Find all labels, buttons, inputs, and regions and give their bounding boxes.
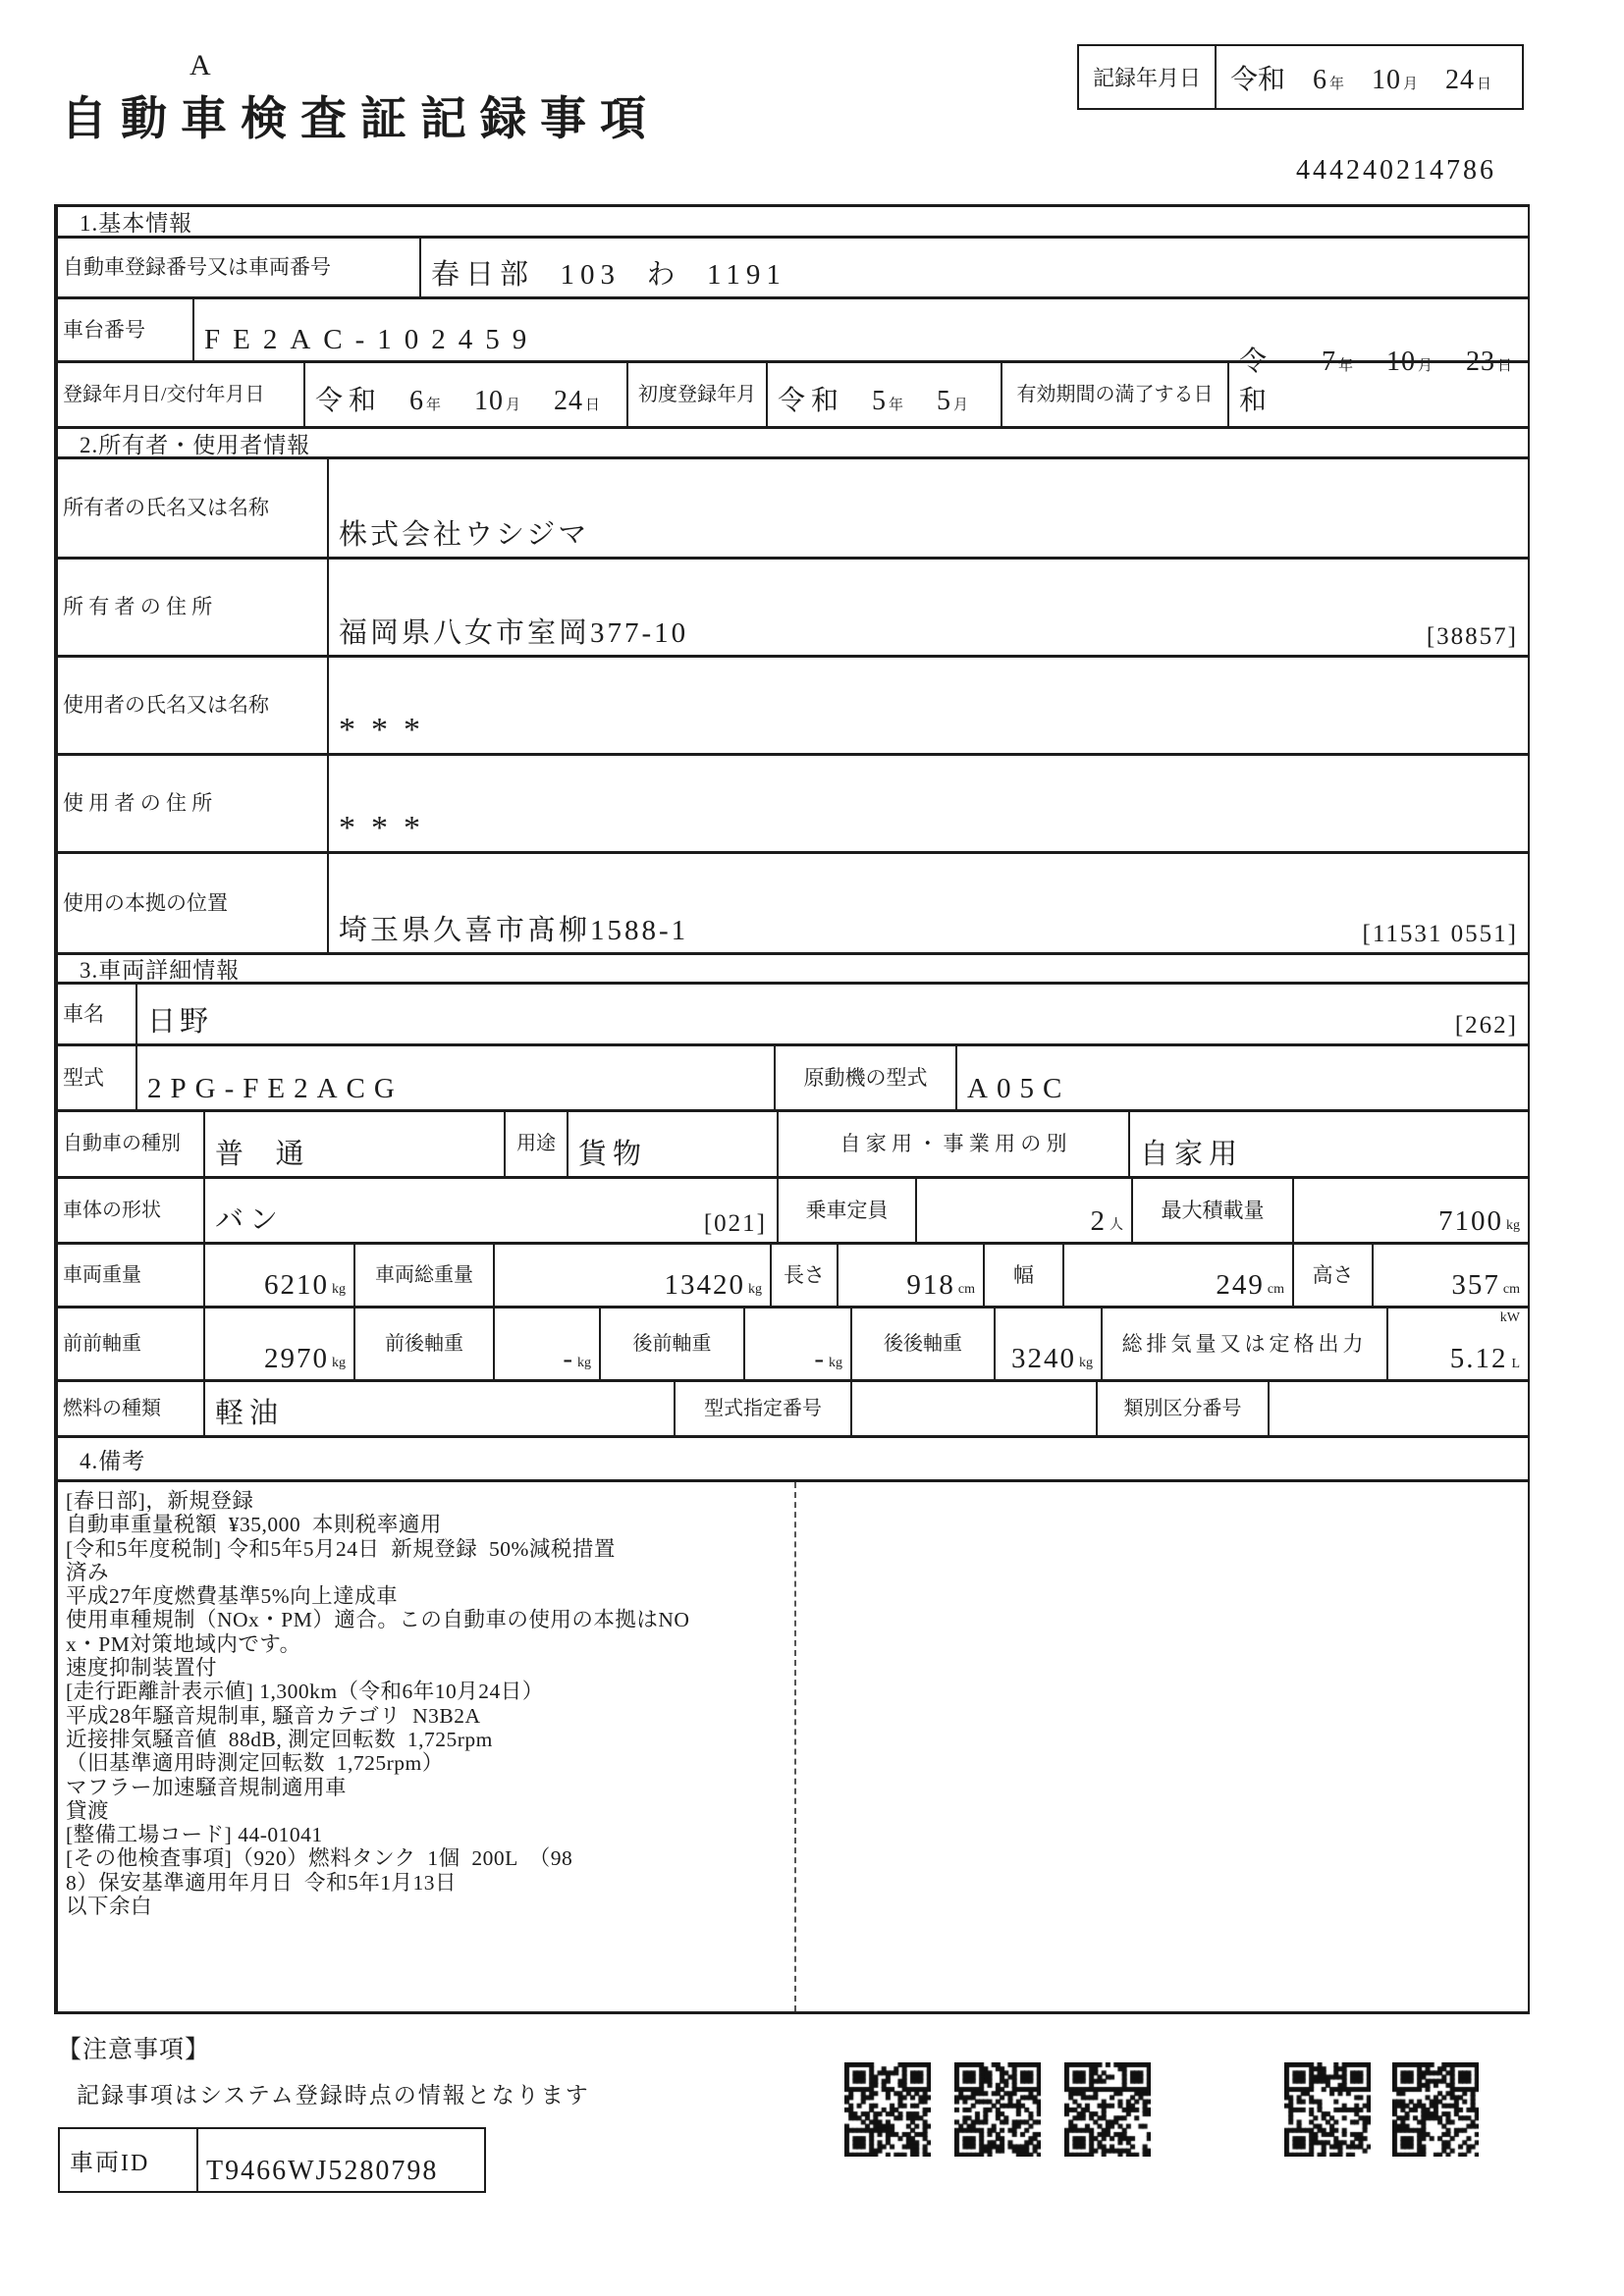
owner-address-code: [38857] bbox=[1426, 623, 1518, 650]
base-location-value: 埼玉県久喜市髙柳1588-1 bbox=[339, 915, 689, 946]
axle-front-rear-value-cell: - kg bbox=[495, 1308, 601, 1379]
private-business-label: 自 家 用 ・ 事 業 用 の 別 bbox=[779, 1112, 1130, 1176]
record-date-era: 令和 bbox=[1230, 64, 1286, 95]
chassis-number-label: 車台番号 bbox=[58, 299, 194, 360]
axle-front-front-label: 前前軸重 bbox=[58, 1308, 205, 1379]
record-date-label: 記録年月日 bbox=[1079, 46, 1217, 108]
base-location-label: 使用の本拠の位置 bbox=[58, 854, 329, 952]
length-value-cell: 918 cm bbox=[839, 1245, 985, 1306]
main-table bbox=[54, 204, 1530, 2014]
displacement-value-cell bbox=[1388, 1308, 1528, 1379]
remark-line: （旧基準適用時測定回転数 1,725rpm） bbox=[66, 1751, 444, 1776]
axle-front-front-value-cell: 2970 kg bbox=[205, 1308, 355, 1379]
remark-line: 平成27年度燃費基準5%向上達成車 bbox=[66, 1584, 399, 1609]
remark-line: [整備工場コード] 44-01041 bbox=[66, 1823, 323, 1847]
user-name-value: *** bbox=[339, 712, 436, 748]
displacement-unit-kw: kW bbox=[1499, 1310, 1520, 1325]
remark-line: x・PM対策地域内です。 bbox=[66, 1631, 301, 1656]
notice-heading: 【注意事項】 bbox=[57, 2037, 211, 2063]
height-label: 高さ bbox=[1294, 1245, 1374, 1306]
corner-label: A bbox=[189, 49, 211, 81]
capacity-label: 乗車定員 bbox=[779, 1179, 917, 1242]
remarks-lines bbox=[58, 1482, 796, 2011]
use-label: 用途 bbox=[506, 1112, 568, 1176]
type-designation-label: 型式指定番号 bbox=[676, 1382, 852, 1435]
qr-code-1 bbox=[844, 2062, 931, 2157]
section4-header-row bbox=[58, 1438, 1528, 1482]
owner-address-value: 福岡県八女市室岡377-10 bbox=[339, 617, 689, 649]
axle-front-rear-label: 前後軸重 bbox=[355, 1308, 495, 1379]
width-value-cell: 249 cm bbox=[1064, 1245, 1294, 1306]
user-name-label: 使用者の氏名又は名称 bbox=[58, 658, 329, 753]
dates-row bbox=[58, 347, 1528, 429]
height-value-cell: 357 cm bbox=[1451, 1269, 1520, 1301]
remark-line: [春日部]，新規登録 bbox=[66, 1489, 254, 1513]
vehicle-id-box bbox=[58, 2127, 486, 2193]
axle-rear-front-label: 後前軸重 bbox=[601, 1308, 745, 1379]
base-location-value-cell bbox=[329, 854, 1528, 952]
remark-line: [走行距離計表示値] 1,300km（令和6年10月24日） bbox=[66, 1680, 544, 1704]
car-name-code: [262] bbox=[1454, 1012, 1518, 1039]
private-business-value: 自家用 bbox=[1140, 1139, 1244, 1170]
model-value: 2PG-FE2ACG bbox=[137, 1046, 776, 1109]
remark-line: 8）保安基準適用年月日 令和5年1月13日 bbox=[66, 1870, 458, 1895]
document-number: 444240214786 bbox=[1296, 155, 1496, 186]
type-designation-value bbox=[852, 1382, 1098, 1435]
owner-name-label: 所有者の氏名又は名称 bbox=[58, 459, 329, 557]
vehicle-kind-row bbox=[58, 1112, 1528, 1179]
displacement-value: 5.12 bbox=[1449, 1343, 1508, 1374]
fuel-row bbox=[58, 1382, 1528, 1438]
vehicle-id-label: 車両ID bbox=[60, 2129, 198, 2191]
gross-weight-value-cell: 13420 kg bbox=[495, 1245, 772, 1306]
engine-model-label: 原動機の型式 bbox=[776, 1046, 957, 1109]
vehicle-kind-label: 自動車の種別 bbox=[58, 1112, 205, 1176]
length-label: 長さ bbox=[772, 1245, 839, 1306]
first-registration-value: 令和 5 年 5 月 bbox=[768, 363, 1002, 426]
user-address-row bbox=[58, 756, 1528, 854]
car-name-row bbox=[58, 985, 1528, 1046]
axle-rear-rear-label: 後後軸重 bbox=[852, 1308, 996, 1379]
registration-date-value: 令和 6 年 10 月 24 日 bbox=[305, 363, 628, 426]
width-label: 幅 bbox=[985, 1245, 1064, 1306]
capacity-value: 2 bbox=[1090, 1205, 1107, 1237]
user-name-row bbox=[58, 658, 1528, 756]
max-load-value: 7100 bbox=[1438, 1205, 1503, 1237]
first-registration-label: 初度登録年月 bbox=[628, 363, 768, 426]
remark-line: [その他検査事項]（920）燃料タンク 1個 200L （98 bbox=[66, 1846, 573, 1871]
page-title: 自動車検査証記録事項 bbox=[61, 94, 660, 145]
record-date-box bbox=[1077, 44, 1524, 110]
capacity-value-cell: 2 人 bbox=[917, 1179, 1133, 1242]
registration-number-label: 自動車登録番号又は車両番号 bbox=[58, 239, 421, 296]
category-number-value bbox=[1270, 1382, 1528, 1435]
notice-text: 記録事項はシステム登録時点の情報となります bbox=[77, 2083, 590, 2108]
owner-address-label: 所 有 者 の 住 所 bbox=[58, 560, 329, 655]
car-name-value-cell bbox=[137, 985, 1528, 1043]
max-load-label: 最大積載量 bbox=[1133, 1179, 1294, 1242]
qr-code-3 bbox=[1064, 2062, 1151, 2157]
remark-line: 以下余白 bbox=[66, 1895, 153, 1919]
owner-address-value-cell bbox=[329, 560, 1528, 655]
registration-date-label: 登録年月日/交付年月日 bbox=[58, 363, 305, 426]
car-name-label: 車名 bbox=[58, 985, 137, 1043]
remark-line: 自動車重量税額 ¥35,000 本則税率適用 bbox=[66, 1513, 442, 1537]
remark-line: マフラー加速騒音規制適用車 bbox=[66, 1775, 348, 1799]
model-label: 型式 bbox=[58, 1046, 137, 1109]
vehicle-id-value: T9466WJ5280798 bbox=[206, 2156, 439, 2186]
remark-line: 使用車種規制（NOx・PM）適合。この自動車の使用の本拠はNO bbox=[66, 1608, 690, 1632]
vehicle-kind-value: 普 通 bbox=[205, 1112, 506, 1176]
qr-code-2 bbox=[954, 2062, 1041, 2157]
owner-address-row bbox=[58, 560, 1528, 658]
base-location-row bbox=[58, 854, 1528, 955]
fuel-value: 軽油 bbox=[205, 1382, 676, 1435]
remark-line: 近接排気騒音値 88dB, 測定回転数 1,725rpm bbox=[66, 1727, 493, 1751]
registration-number-value: 春日部 103 わ 1191 bbox=[431, 259, 786, 291]
remarks-row bbox=[58, 1482, 1528, 2014]
axle-rear-front-value-cell: - kg bbox=[745, 1308, 852, 1379]
user-address-value: *** bbox=[339, 810, 436, 846]
axle-rear-rear-value-cell: 3240 kg bbox=[996, 1308, 1103, 1379]
owner-name-row bbox=[58, 459, 1528, 560]
car-name-value: 日野 bbox=[147, 1006, 213, 1038]
weight-row bbox=[58, 1245, 1528, 1308]
model-row bbox=[58, 1046, 1528, 1112]
remark-line: 平成28年騒音規制車, 騒音カテゴリ N3B2A bbox=[66, 1703, 481, 1728]
user-address-label: 使 用 者 の 住 所 bbox=[58, 756, 329, 851]
remark-line: 速度抑制装置付 bbox=[66, 1656, 218, 1681]
body-shape-row bbox=[58, 1179, 1528, 1245]
section1-heading: 1.基本情報 bbox=[80, 211, 193, 236]
chassis-number-value: FE2AC-102459 bbox=[204, 324, 540, 355]
vehicle-weight-label: 車両重量 bbox=[58, 1245, 205, 1306]
section3-heading: 3.車両詳細情報 bbox=[80, 958, 241, 983]
displacement-label: 総排気量又は定格出力 bbox=[1103, 1308, 1388, 1379]
gross-weight-label: 車両総重量 bbox=[355, 1245, 495, 1306]
section2-header-row bbox=[58, 429, 1528, 459]
section4-heading: 4.備考 bbox=[80, 1448, 146, 1473]
remarks-empty-pane bbox=[796, 1482, 1528, 2011]
body-shape-code: [021] bbox=[703, 1210, 767, 1237]
engine-model-value: A05C bbox=[967, 1073, 1071, 1104]
use-value: 貨物 bbox=[568, 1112, 779, 1176]
body-shape-label: 車体の形状 bbox=[58, 1179, 205, 1242]
section1-header-row bbox=[58, 207, 1528, 239]
max-load-value-cell: 7100 kg bbox=[1438, 1205, 1520, 1237]
body-shape-value: バン bbox=[215, 1204, 285, 1236]
section3-header-row bbox=[58, 955, 1528, 985]
expiry-date-value: 令和 7 年 10 月 23 日 bbox=[1239, 347, 1518, 416]
remark-line: 済み bbox=[66, 1560, 110, 1584]
qr-code-4 bbox=[1284, 2062, 1371, 2157]
base-location-code: [11531 0551] bbox=[1362, 921, 1518, 947]
remark-line: [令和5年度税制] 令和5年5月24日 新規登録 50%減税措置 bbox=[66, 1536, 616, 1561]
displacement-unit-liter: L bbox=[1511, 1357, 1520, 1371]
owner-name-value: 株式会社ウシジマ bbox=[339, 519, 590, 551]
vehicle-weight-value-cell: 6210 kg bbox=[205, 1245, 355, 1306]
registration-number-row bbox=[58, 239, 1528, 299]
qr-code-5 bbox=[1392, 2062, 1479, 2157]
axle-weight-row bbox=[58, 1308, 1528, 1382]
fuel-label: 燃料の種類 bbox=[58, 1382, 205, 1435]
body-shape-value-cell bbox=[205, 1179, 779, 1242]
expiry-date-label: 有効期間の満了する日 bbox=[1002, 363, 1229, 426]
record-date-value: 令和 6 年 10 月 24 日 bbox=[1217, 46, 1522, 108]
section2-heading: 2.所有者・使用者情報 bbox=[80, 432, 311, 457]
remark-line: 貸渡 bbox=[66, 1798, 110, 1823]
category-number-label: 類別区分番号 bbox=[1098, 1382, 1270, 1435]
